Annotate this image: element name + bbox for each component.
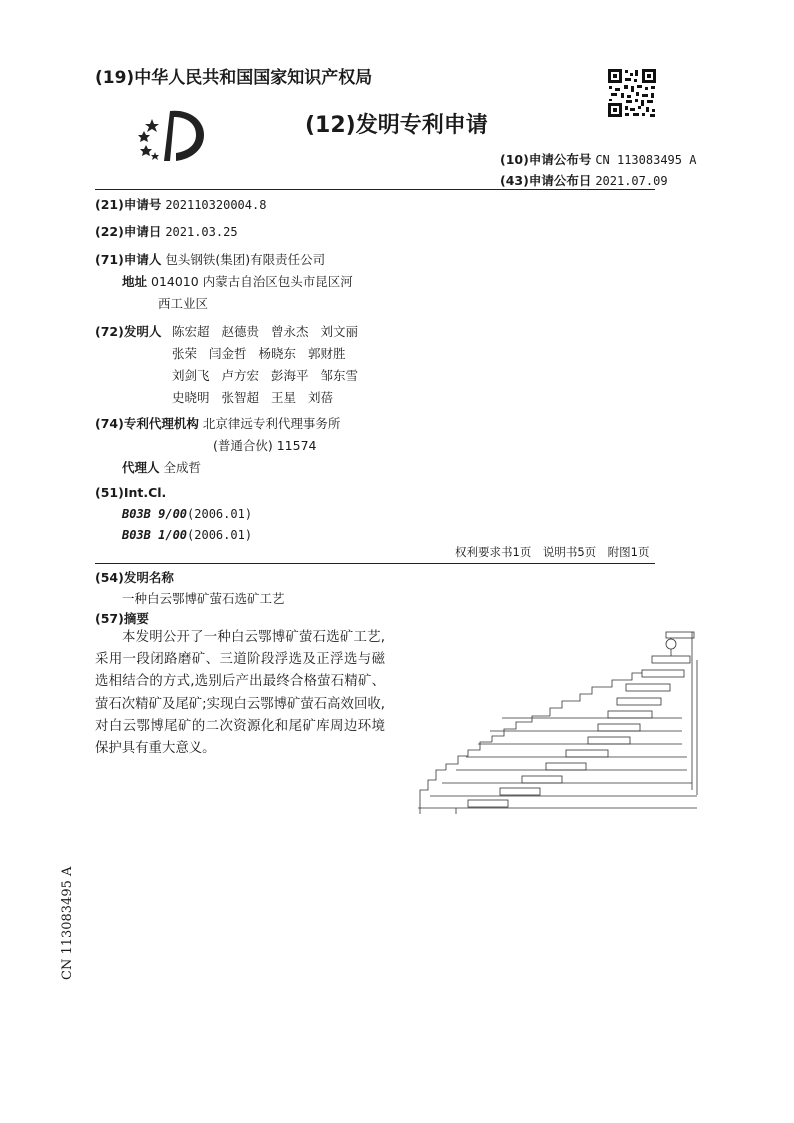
ipc-entry: B03B 1/00(2006.01) [122, 528, 253, 542]
ipc-entry: B03B 9/00(2006.01) [122, 507, 253, 521]
section-rule [95, 563, 655, 564]
ipc-label: (51)Int.Cl. [95, 485, 167, 500]
abstract-text: 本发明公开了一种白云鄂博矿萤石选矿工艺,采用一段闭路磨矿、三道阶段浮选及正浮选与磁选相结合的方式,选别后产出最终合格萤石精矿、萤石次精矿及尾矿;实现白云鄂博矿萤石高效回收,对白云鄂博尾矿的二次资源化和尾矿库周边环境保护具有重大意义。 [95, 630, 385, 757]
patent-agency: (74)专利代理机构 北京律远专利代理事务所 [95, 416, 341, 431]
page-counts: 权利要求书1页 说明书5页 附图1页 [455, 545, 650, 559]
address-line2: 西工业区 [158, 296, 209, 311]
publication-number: (10)申请公布号 CN 113083495 A [500, 152, 697, 167]
inventors-row: 陈宏超 赵德贵 曾永杰 刘文丽 [172, 324, 359, 339]
qr-code [607, 68, 657, 118]
title-label: (54)发明名称 [95, 570, 174, 585]
inventors-label: (72)发明人 [95, 324, 162, 339]
process-flowchart [412, 630, 712, 816]
publication-date: (43)申请公布日 2021.07.09 [500, 173, 668, 188]
invention-title: 一种白云鄂博矿萤石选矿工艺 [122, 591, 285, 606]
application-number: (21)申请号 202110320004.8 [95, 197, 267, 212]
agent: 代理人 全成哲 [122, 460, 202, 475]
patent-agency-line2: (普通合伙) 11574 [213, 438, 317, 453]
inventors-row: 张荣 闫金哲 杨晓东 郭财胜 [172, 346, 346, 361]
header-rule [95, 189, 655, 190]
document-type: (12)发明专利申请 [305, 113, 488, 138]
inventors-row: 史晓明 张智超 王星 刘蓓 [172, 390, 334, 405]
address: 地址 014010 内蒙古自治区包头市昆区河 [122, 274, 353, 289]
inventors-row: 刘剑飞 卢方宏 彭海平 邹东雪 [172, 368, 359, 383]
application-date: (22)申请日 2021.03.25 [95, 224, 238, 239]
side-publication-code: CN 113083495 A [60, 866, 75, 980]
cnipa-logo [130, 105, 210, 167]
applicant: (71)申请人 包头钢铁(集团)有限责任公司 [95, 252, 326, 267]
abstract-label: (57)摘要 [95, 611, 149, 626]
office-name: (19)中华人民共和国国家知识产权局 [95, 68, 373, 88]
